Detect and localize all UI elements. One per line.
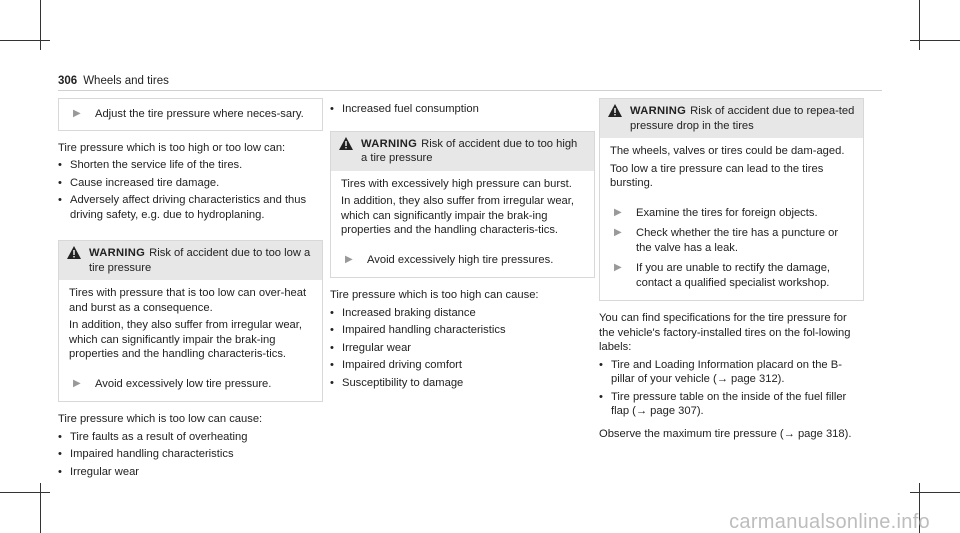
warning-label: WARNING — [361, 137, 418, 150]
crop-mark — [0, 40, 50, 41]
action-arrow-icon: ▶ — [345, 253, 353, 265]
warning-text: The wheels, valves or tires could be dam-aged. — [610, 145, 845, 157]
bullet-list — [599, 358, 864, 419]
warning-header — [331, 132, 594, 171]
paragraph: You can find specifications for the tire pressure for the vehicle's factory-installed tires on the fol-lowing labels: — [599, 312, 851, 353]
bullet-list — [330, 102, 595, 117]
list-item: • Shorten the service life of the tires. — [58, 158, 323, 173]
warning-text: Too low a tire pressure can lead to the tires bursting. — [610, 162, 824, 189]
crop-mark — [40, 483, 41, 533]
action-text: Check whether the tire has a puncture or the valve has a leak. — [636, 227, 839, 254]
warning-text: Tires with excessively high pressure can burst. — [341, 177, 572, 190]
warning-label: WARNING — [89, 247, 146, 259]
action-arrow-icon: ▶ — [73, 377, 81, 389]
list-item: • Tire faults as a result of overheating — [58, 430, 323, 445]
list-item: • Tire pressure table on the inside of the fuel filler flap (→ page 307). — [599, 390, 864, 419]
crop-mark — [910, 40, 960, 41]
bullet-list — [330, 306, 595, 391]
paragraph: Tire pressure which is too high can cause: — [330, 289, 539, 301]
action-arrow-icon: ▶ — [614, 206, 622, 218]
list-item: • Impaired handling characteristics — [330, 323, 595, 338]
list-item: • Increased fuel consumption — [330, 102, 595, 117]
warning-text: Tires with pressure that is too low can over-heat and burst as a consequence. — [69, 287, 307, 314]
action-text: If you are unable to rectify the damage, contact a qualified specialist workshop. — [636, 262, 831, 289]
action-text: Examine the tires for foreign objects. — [636, 206, 818, 219]
warning-title: Risk of accident due to too low a tire pressure — [89, 247, 311, 274]
warning-text: In addition, they also suffer from irregular wear, which can significantly impair the brak-ing properties and the handling characteris-tics. — [69, 319, 302, 360]
list-item: • Impaired driving comfort — [330, 358, 595, 373]
page-number: 306 — [58, 75, 78, 87]
list-item: • Tire and Loading Information placard on the B-pillar of your vehicle (→ page 312). — [599, 358, 864, 387]
list-item: • Cause increased tire damage. — [58, 176, 323, 191]
bullet-list — [58, 430, 323, 480]
watermark: carmanualsonline.info — [729, 510, 930, 533]
paragraph: Observe the maximum tire pressure (→ page 318). — [599, 427, 852, 440]
crop-mark — [910, 492, 960, 493]
crop-mark — [919, 0, 920, 50]
column-1 — [58, 98, 323, 487]
warning-label: WARNING — [630, 105, 687, 117]
crop-mark — [40, 0, 41, 50]
action-text: Avoid excessively high tire pressures. — [367, 253, 554, 266]
warning-triangle-icon — [608, 104, 624, 133]
warning-box — [330, 131, 595, 279]
warning-text: In addition, they also suffer from irregular wear, which can significantly impair the brak-ing properties and the handling characteris-tics. — [341, 195, 574, 236]
bullet-list — [58, 158, 323, 222]
column-3 — [599, 98, 864, 444]
warning-triangle-icon — [339, 137, 355, 166]
action-box — [58, 98, 323, 131]
action-arrow-icon: ▶ — [614, 262, 622, 273]
list-item: • Susceptibility to damage — [330, 376, 595, 391]
warning-title: Risk of accident due to repea-ted pressure drop in the tires — [630, 105, 855, 132]
list-item: • Irregular wear — [330, 341, 595, 356]
section-title: Wheels and tires — [83, 75, 169, 87]
list-item: • Adversely affect driving characteristics and thus driving safety, e.g. due to hydroplaning. — [58, 193, 323, 222]
list-item: • Increased braking distance — [330, 306, 595, 321]
page-header — [58, 74, 169, 89]
paragraph: Tire pressure which is too high or too low can: — [58, 141, 286, 154]
action-text: Adjust the tire pressure where neces-sary. — [95, 108, 304, 120]
warning-box — [599, 98, 864, 301]
column-2 — [330, 98, 595, 398]
warning-header — [600, 99, 863, 138]
action-text: Avoid excessively low tire pressure. — [95, 377, 272, 390]
warning-title: Risk of accident due to too high a tire pressure — [361, 137, 578, 164]
warning-header — [59, 241, 322, 280]
list-item: • Impaired handling characteristics — [58, 447, 323, 462]
header-rule — [58, 90, 882, 91]
warning-box — [58, 240, 323, 402]
action-arrow-icon: ▶ — [73, 108, 81, 119]
action-arrow-icon: ▶ — [614, 227, 622, 238]
crop-mark — [0, 492, 50, 493]
list-item: • Irregular wear — [58, 465, 323, 480]
warning-triangle-icon — [67, 246, 83, 275]
paragraph: Tire pressure which is too low can cause: — [58, 413, 263, 425]
